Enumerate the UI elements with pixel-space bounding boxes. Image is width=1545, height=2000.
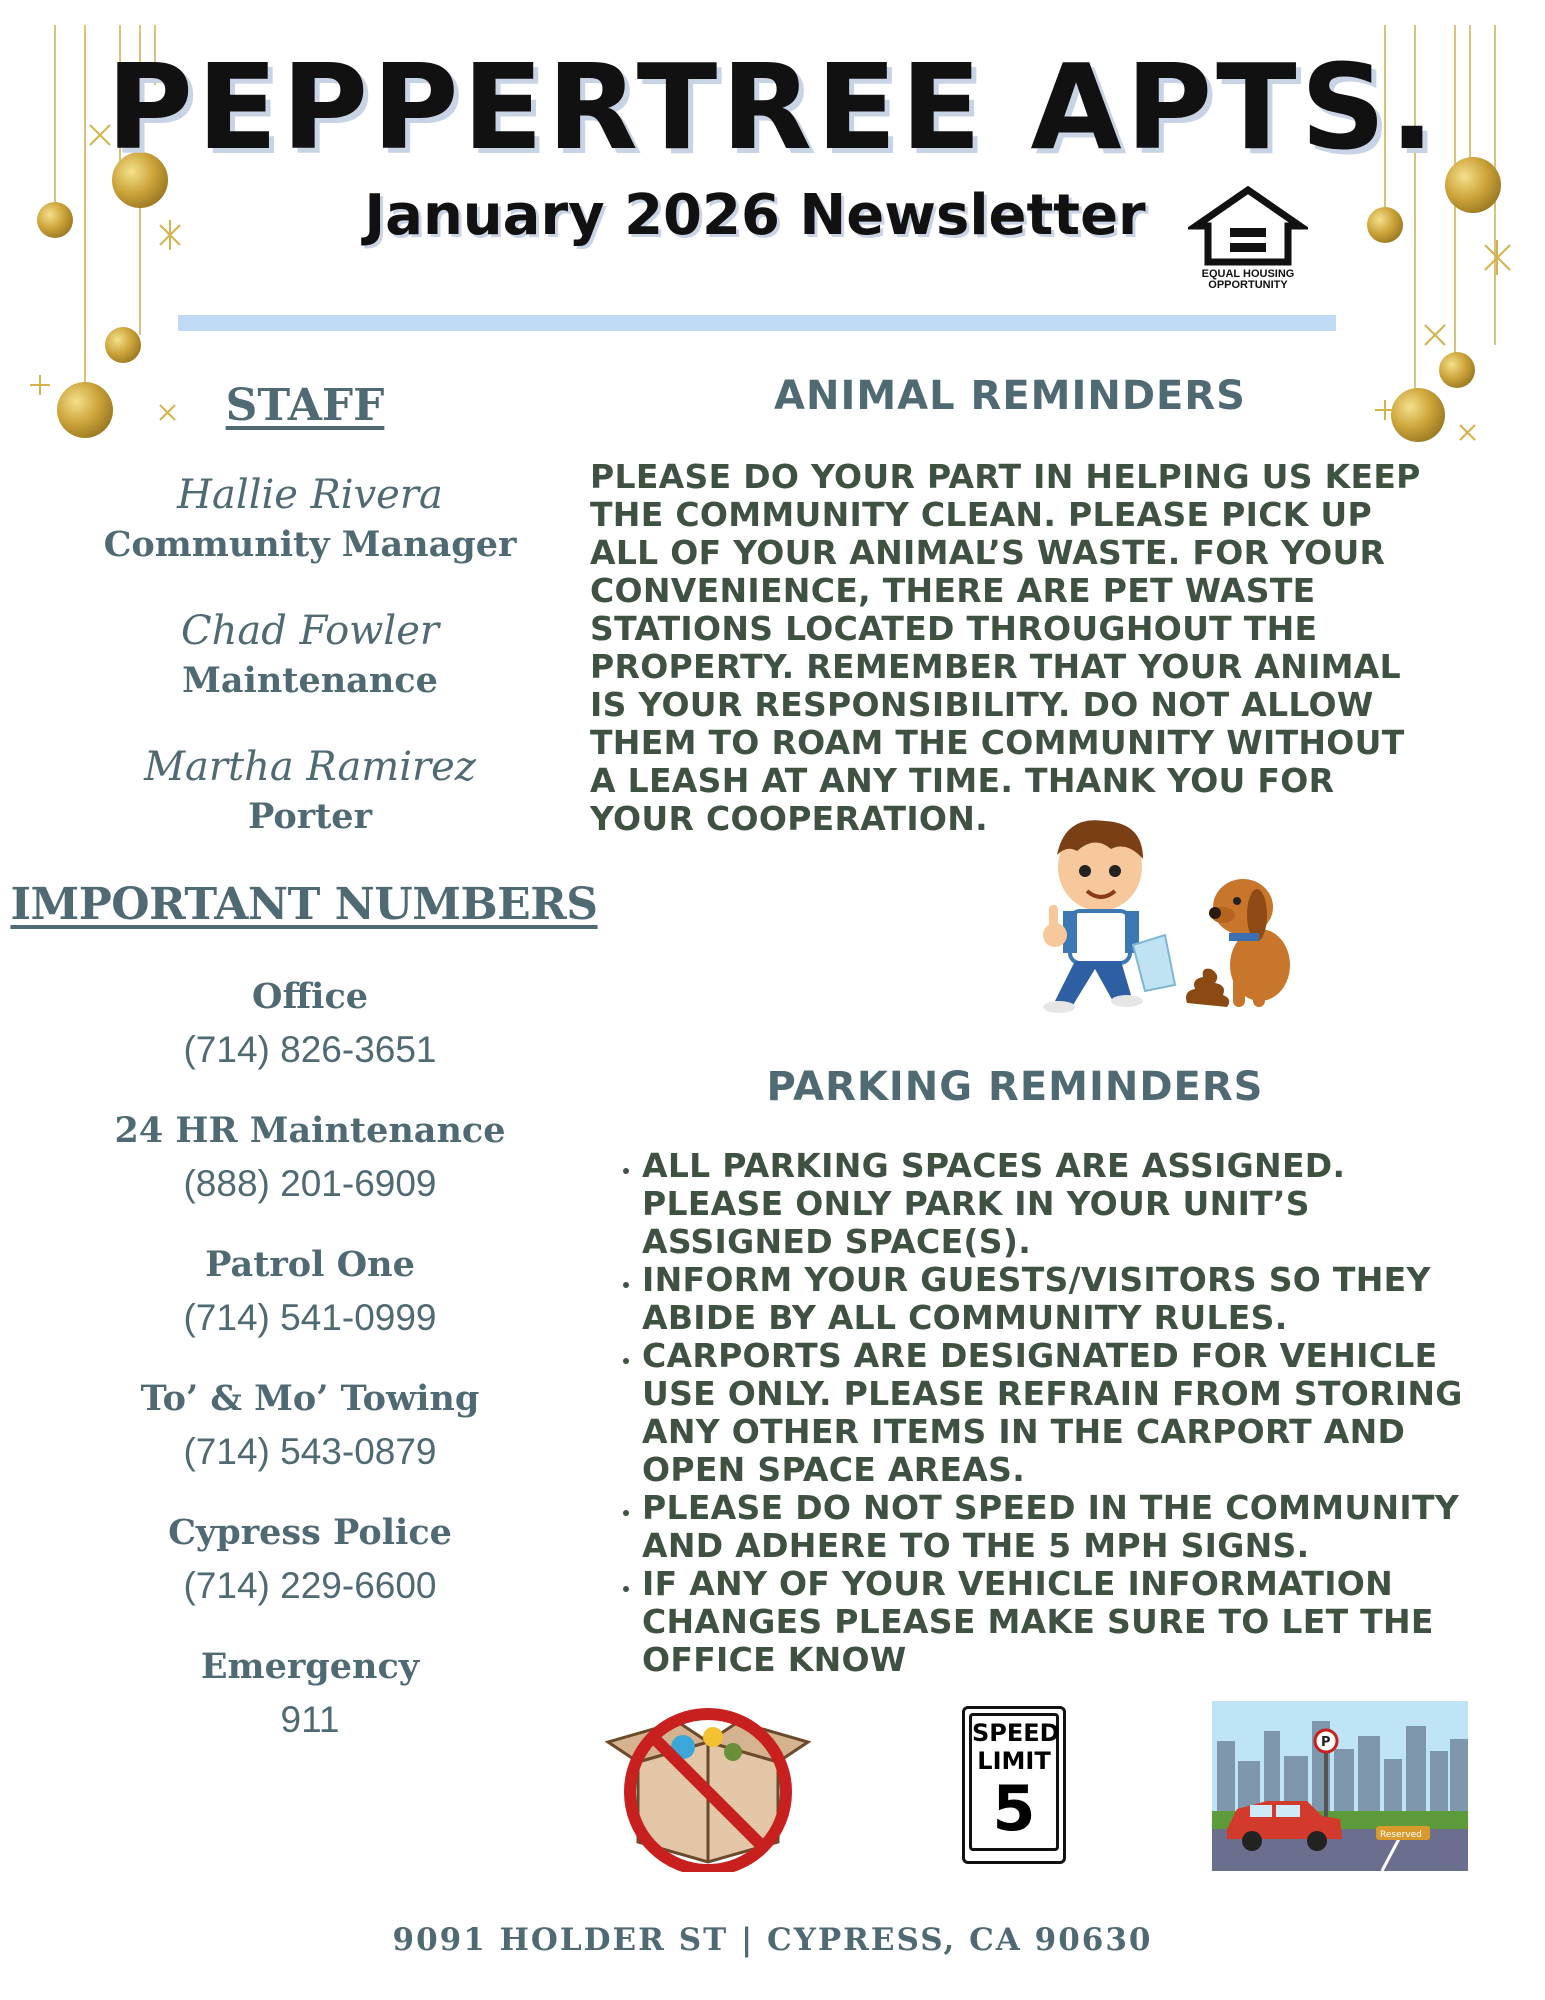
equal-housing-logo — [1188, 186, 1308, 292]
eho-line-1: EQUAL HOUSING — [1201, 268, 1295, 280]
newsletter-title: PEPPERTREE APTS. — [106, 38, 1439, 176]
reserved-label: Reserved — [1380, 1830, 1422, 1840]
reserved-parking-illustration — [1212, 1701, 1468, 1871]
phone-number: (714) 541-0999 — [183, 1297, 437, 1338]
number-label: Emergency — [200, 1646, 420, 1687]
staff-role: Porter — [247, 796, 373, 837]
house-icon — [1188, 186, 1308, 266]
phone-number: (714) 229-6600 — [183, 1565, 437, 1606]
phone-number: 911 — [280, 1699, 340, 1740]
staff-name: Martha Ramirez — [144, 744, 476, 790]
staff-role: Community Manager — [103, 524, 517, 565]
list-item: • IF ANY OF YOUR VEHICLE INFORMATION CHANGES PLEASE MAKE SURE TO LET THE OFFICE KNOW — [642, 1565, 1482, 1679]
phone-number: (888) 201-6909 — [183, 1163, 437, 1204]
phone-number: (714) 826-3651 — [183, 1029, 437, 1070]
svg-text:P: P — [1321, 1735, 1331, 1750]
newsletter-subtitle: January 2026 Newsletter — [364, 183, 1146, 248]
header-divider — [178, 315, 1336, 331]
animal-heading: ANIMAL REMINDERS — [774, 373, 1246, 419]
list-item: • PLEASE DO NOT SPEED IN THE COMMUNITY AND ADHERE TO THE 5 MPH SIGNS. — [642, 1489, 1482, 1565]
list-item: • ALL PARKING SPACES ARE ASSIGNED. PLEASE ONLY PARK IN YOUR UNIT’S ASSIGNED SPACE(S). — [642, 1147, 1482, 1261]
animal-body: PLEASE DO YOUR PART IN HELPING US KEEP THE COMMUNITY CLEAN. PLEASE PICK UP ALL OF YOUR ANIMAL’S WASTE. FOR YOUR CONVENIENCE, THERE ARE PET WASTE STATIONS LOCATED THROUGHOUT THE PROPERTY. REMEMBER THAT YOUR ANIMAL IS YOUR RESPONSIBILITY. DO NOT ALLOW THEM TO ROAM THE COMMUNITY WITHOUT A LEASH AT ANY TIME. THANK YOU FOR YOUR COOPERATION. — [590, 457, 1421, 838]
speed-sign-line-1: SPEED — [972, 1719, 1060, 1747]
list-item: • CARPORTS ARE DESIGNATED FOR VEHICLE USE ONLY. PLEASE REFRAIN FROM STORING ANY OTHER ITEMS IN THE CARPORT AND OPEN SPACE AREAS. — [642, 1337, 1482, 1489]
parking-list — [600, 1147, 1482, 1679]
staff-role: Maintenance — [182, 660, 438, 701]
staff-heading: STAFF — [225, 380, 385, 431]
numbers-heading: IMPORTANT NUMBERS — [10, 879, 598, 930]
parking-heading: PARKING REMINDERS — [766, 1064, 1264, 1110]
staff-name: Chad Fowler — [180, 608, 439, 654]
footer-address: 9091 HOLDER ST | CYPRESS, CA 90630 — [392, 1922, 1153, 1958]
list-item: • INFORM YOUR GUESTS/VISITORS SO THEY ABIDE BY ALL COMMUNITY RULES. — [642, 1261, 1482, 1337]
speed-limit-sign — [962, 1706, 1066, 1864]
speed-sign-value: 5 — [992, 1772, 1036, 1845]
number-label: 24 HR Maintenance — [114, 1110, 506, 1151]
no-storage-icon — [598, 1692, 816, 1872]
phone-number: (714) 543-0879 — [183, 1431, 437, 1472]
speed-sign-line-2: LIMIT — [977, 1747, 1051, 1775]
staff-name: Hallie Rivera — [177, 472, 443, 518]
number-label: Patrol One — [205, 1244, 415, 1285]
number-label: Office — [251, 976, 369, 1017]
number-label: Cypress Police — [168, 1512, 452, 1553]
pet-waste-illustration — [1015, 815, 1295, 1015]
number-label: To’ & Mo’ Towing — [140, 1378, 480, 1419]
left-column — [10, 380, 600, 1744]
eho-line-2: OPPORTUNITY — [1208, 279, 1288, 291]
